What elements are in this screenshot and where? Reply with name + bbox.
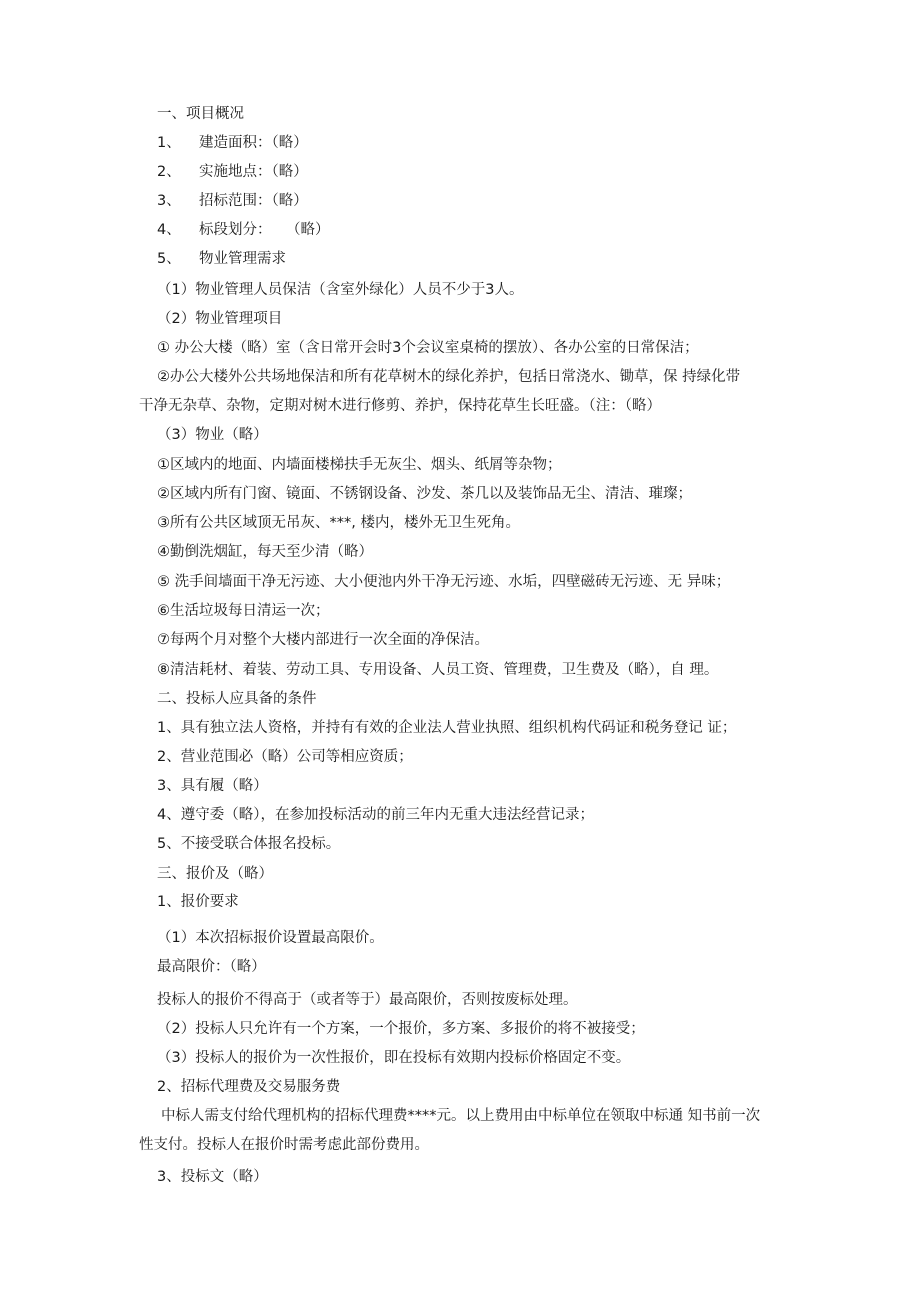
list-item: ④勤倒洗烟缸，每天至少清（略）: [157, 544, 373, 560]
list-item: ③所有公共区域顶无吊灰、***, 楼内，楼外无卫生死角。: [157, 515, 520, 531]
list-item: ⑧清洁耗材、着装、劳动工具、专用设备、人员工资、管理费，卫生费及（略），自 理。: [157, 662, 719, 678]
list-item: 4、遵守委（略），在参加投标活动的前三年内无重大违法经营记录；: [157, 807, 594, 823]
paragraph: ②办公大楼外公共场地保洁和所有花草树木的绿化养护，包括日常浇水、锄草，保 持绿化带: [157, 369, 741, 385]
paragraph: （1）本次招标报价设置最高限价。: [157, 930, 384, 946]
item-text: 标段划分： （略）: [199, 222, 330, 238]
list-item: 2、营业范围必（略）公司等相应资质；: [157, 749, 413, 765]
overview-item-1: [157, 133, 308, 153]
item-text: 建造面积：（略）: [199, 135, 308, 151]
paragraph: （1）物业管理人员保洁（含室外绿化）人员不少于3人。: [157, 282, 524, 298]
subsection-heading: 3、投标文（略）: [157, 1169, 268, 1185]
paragraph: ① 办公大楼（略）室（含日常开会时3个会议室桌椅的摆放）、各办公室的日常保洁；: [157, 340, 699, 356]
list-item: ⑤ 洗手间墙面干净无污迹、大小便池内外干净无污迹、水垢，四壁磁砖无污迹、无 异味；: [157, 574, 731, 590]
list-item: 1、具有独立法人资格，并持有有效的企业法人营业执照、组织机构代码证和税务登记 证；: [157, 720, 737, 736]
overview-item-2: [157, 162, 308, 182]
list-item: ①区域内的地面、内墙面楼梯扶手无灰尘、烟头、纸屑等杂物；: [157, 457, 562, 473]
paragraph: 中标人需支付给代理机构的招标代理费****元。以上费用由中标单位在领取中标通 知书前一次: [161, 1108, 761, 1124]
paragraph: 最高限价：（略）: [157, 959, 266, 975]
paragraph: 性支付。投标人在报价时需考虑此部份费用。: [139, 1137, 429, 1153]
subsection-heading: 1、报价要求: [157, 894, 239, 910]
list-item: ⑥生活垃圾每日清运一次；: [157, 603, 330, 619]
item-number: 3、: [157, 193, 181, 209]
paragraph: （2）投标人只允许有一个方案，一个报价，多方案、多报价的将不被接受；: [157, 1021, 645, 1037]
item-text: 招标范围：（略）: [199, 193, 308, 209]
item-text: 实施地点：（略）: [199, 164, 308, 180]
paragraph: 干净无杂草、杂物，定期对树木进行修剪、养护，保持花草生长旺盛。（注：（略）: [139, 398, 661, 414]
item-number: 2、: [157, 164, 181, 180]
section-heading-1: 一、项目概况: [157, 106, 244, 122]
paragraph: 投标人的报价不得高于（或者等于）最高限价，否则按废标处理。: [157, 992, 578, 1008]
item-number: 5、: [157, 251, 181, 267]
list-item: ②区域内所有门窗、镜面、不锈钢设备、沙发、茶几以及装饰品无尘、清洁、璀璨；: [157, 486, 692, 502]
paragraph: （3）投标人的报价为一次性报价，即在投标有效期内投标价格固定不变。: [157, 1050, 631, 1066]
list-item: ⑦每两个月对整个大楼内部进行一次全面的净保洁。: [157, 632, 489, 648]
item-number: 4、: [157, 222, 181, 238]
paragraph: （2）物业管理项目: [157, 311, 283, 327]
item-text: 物业管理需求: [199, 251, 286, 267]
list-item: 3、具有履（略）: [157, 778, 268, 794]
section-heading-2: 二、投标人应具备的条件: [157, 691, 317, 707]
list-item: 5、不接受联合体报名投标。: [157, 836, 341, 852]
item-number: 1、: [157, 135, 181, 151]
overview-item-3: [157, 191, 308, 211]
overview-item-5: [157, 249, 286, 269]
paragraph: （3）物业（略）: [157, 427, 268, 443]
overview-item-4: [157, 220, 330, 240]
section-heading-3: 三、报价及（略）: [157, 866, 273, 882]
subsection-heading: 2、招标代理费及交易服务费: [157, 1079, 341, 1095]
